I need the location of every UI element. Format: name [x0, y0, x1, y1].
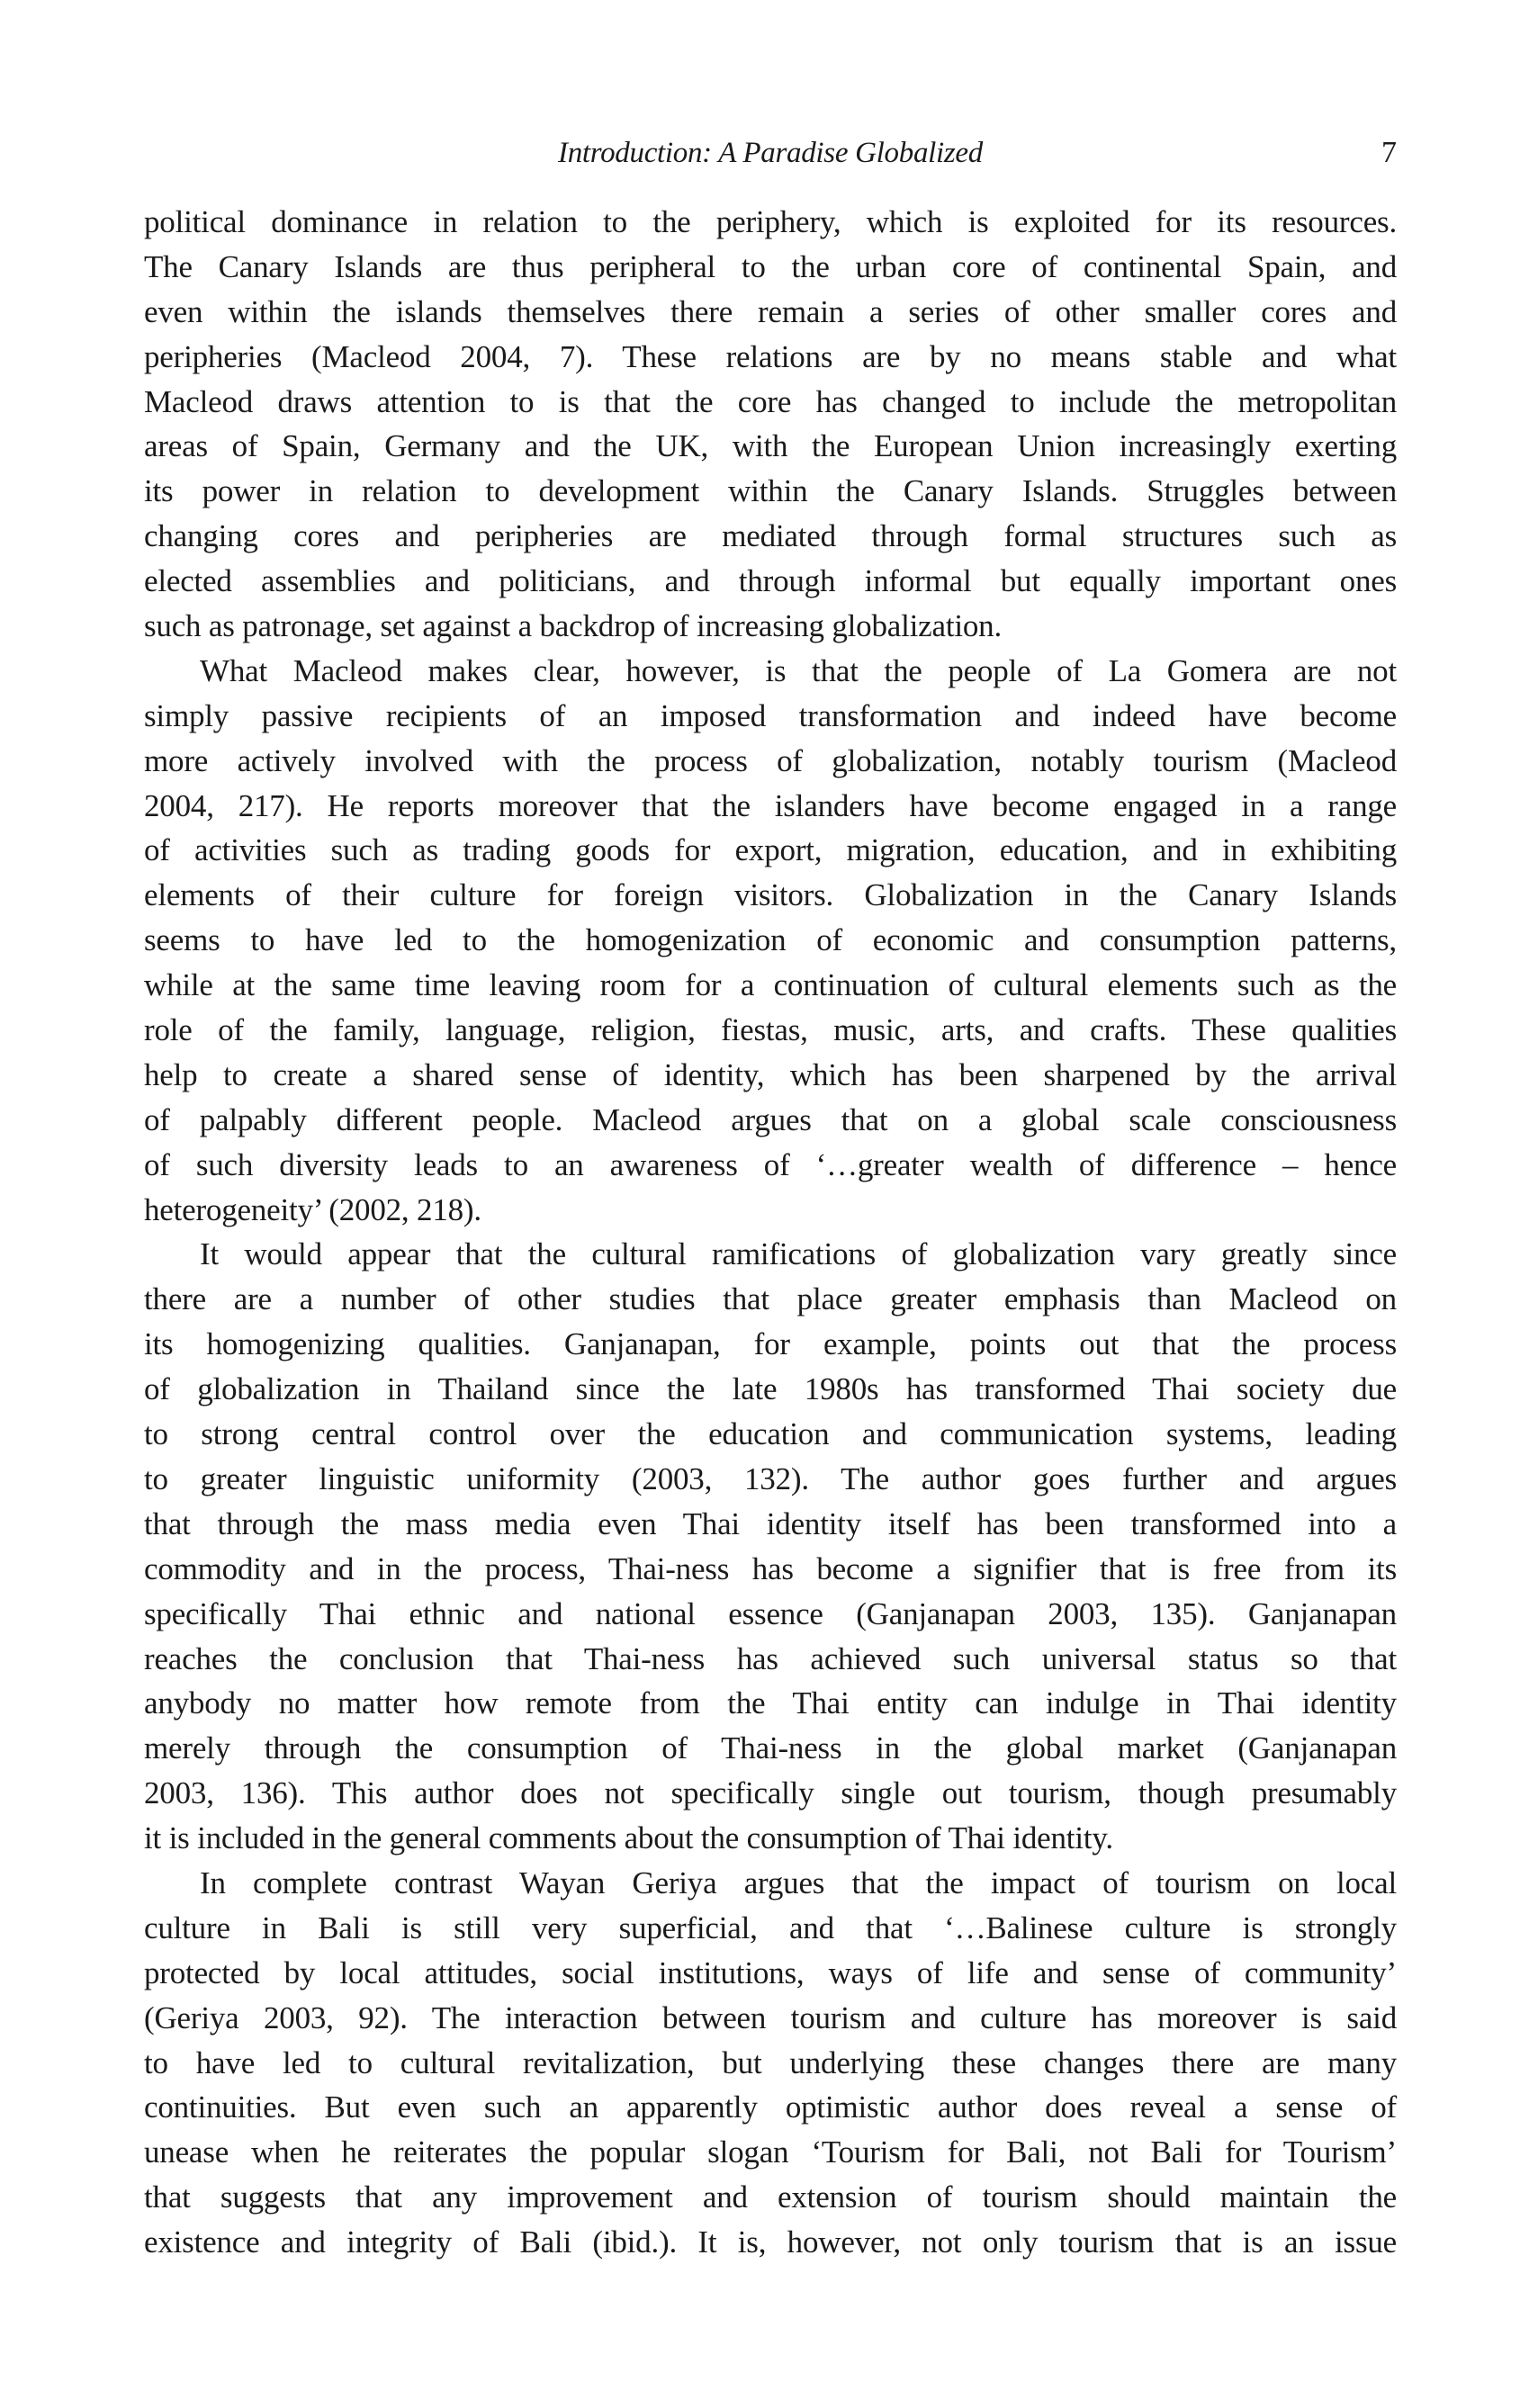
text-line: existence and integrity of Bali (ibid.). It is, however, not only tourism that is an issue [144, 2224, 1397, 2260]
text-line: of activities such as trading goods for export, migration, education, and in exhibiting [144, 832, 1397, 868]
text-line: such as patronage, set against a backdrop of increasing globalization. [144, 608, 1003, 644]
text-line: areas of Spain, Germany and the UK, with the European Union increasingly exerting [144, 428, 1397, 464]
text-line: seems to have led to the homogenization of economic and consumption patterns, [144, 922, 1397, 958]
text-line: heterogeneity’ (2002, 218). [144, 1191, 481, 1227]
text-line: Macleod draws attention to is that the core has changed to include the metropolitan [144, 383, 1397, 419]
paragraph-2 [144, 649, 1397, 1233]
text-line: changing cores and peripheries are mediated through formal structures such as [144, 518, 1397, 554]
text-line: to strong central control over the education and communication systems, leading [144, 1416, 1397, 1452]
text-line: there are a number of other studies that place greater emphasis than Macleod on [144, 1281, 1397, 1317]
text-line: merely through the consumption of Thai-ness in the global market (Ganjanapan [144, 1730, 1397, 1766]
text-line: elected assemblies and politicians, and through informal but equally important ones [144, 563, 1397, 599]
text-line: elements of their culture for foreign visitors. Globalization in the Canary Islands [144, 877, 1397, 913]
text-line: 2004, 217). He reports moreover that the islanders have become engaged in a range [144, 787, 1397, 823]
text-line: protected by local attitudes, social institutions, ways of life and sense of community’ [144, 1954, 1397, 1990]
text-line: to have led to cultural revitalization, but underlying these changes there are many [144, 2044, 1397, 2080]
paragraph-3 [144, 1232, 1397, 1860]
text-line: its power in relation to development within the Canary Islands. Struggles between [144, 473, 1397, 509]
text-line: role of the family, language, religion, fiestas, music, arts, and crafts. These qualities [144, 1012, 1397, 1048]
text-line: of globalization in Thailand since the late 1980s has transformed Thai society due [144, 1371, 1397, 1407]
text-line: even within the islands themselves there remain a series of other smaller cores and [144, 293, 1397, 329]
paragraph-1 [144, 200, 1397, 649]
text-line: It would appear that the cultural ramifications of globalization vary greatly since [200, 1236, 1397, 1272]
text-line: that through the mass media even Thai identity itself has been transformed into a [144, 1505, 1397, 1541]
text-line: of such diversity leads to an awareness of ‘…greater wealth of difference – hence [144, 1146, 1397, 1182]
running-title: Introduction: A Paradise Globalized [558, 137, 983, 169]
body-text [144, 200, 1397, 2265]
text-line: peripheries (Macleod 2004, 7). These relations are by no means stable and what [144, 338, 1397, 374]
text-line: (Geriya 2003, 92). The interaction between tourism and culture has moreover is said [144, 1999, 1397, 2035]
text-line: to greater linguistic uniformity (2003, 132). The author goes further and argues [144, 1460, 1397, 1496]
text-line: commodity and in the process, Thai-ness has become a signifier that is free from its [144, 1550, 1397, 1586]
text-line: In complete contrast Wayan Geriya argues that the impact of tourism on local [200, 1864, 1397, 1900]
text-line: more actively involved with the process of globalization, notably tourism (Macleod [144, 742, 1397, 778]
text-line: while at the same time leaving room for a continuation of cultural elements such as the [144, 967, 1397, 1003]
text-line: political dominance in relation to the periphery, which is exploited for its resources. [144, 204, 1397, 239]
paragraph-4 [144, 1861, 1397, 2265]
text-line: simply passive recipients of an imposed transformation and indeed have become [144, 697, 1397, 733]
text-line: anybody no matter how remote from the Thai entity can indulge in Thai identity [144, 1685, 1397, 1721]
text-line: it is included in the general comments about the consumption of Thai identity. [144, 1820, 1113, 1856]
text-line: reaches the conclusion that Thai-ness has achieved such universal status so that [144, 1640, 1397, 1676]
text-line: culture in Bali is still very superficial, and that ‘…Balinese culture is strongly [144, 1909, 1397, 1945]
running-header [144, 133, 1397, 173]
text-line: of palpably different people. Macleod argues that on a global scale consciousness [144, 1101, 1397, 1137]
text-line: unease when he reiterates the popular slogan ‘Tourism for Bali, not Bali for Tourism’ [144, 2134, 1397, 2170]
text-line: its homogenizing qualities. Ganjanapan, for example, points out that the process [144, 1326, 1397, 1362]
text-line: The Canary Islands are thus peripheral to the urban core of continental Spain, and [144, 248, 1397, 284]
text-line: continuities. But even such an apparently optimistic author does reveal a sense of [144, 2089, 1397, 2125]
text-line: 2003, 136). This author does not specifically single out tourism, though presumably [144, 1775, 1397, 1811]
page-number: 7 [1381, 136, 1397, 169]
text-line: that suggests that any improvement and extension of tourism should maintain the [144, 2179, 1397, 2215]
text-line: specifically Thai ethnic and national essence (Ganjanapan 2003, 135). Ganjanapan [144, 1595, 1397, 1631]
text-line: What Macleod makes clear, however, is that the people of La Gomera are not [200, 652, 1397, 688]
text-line: help to create a shared sense of identity, which has been sharpened by the arrival [144, 1056, 1397, 1092]
